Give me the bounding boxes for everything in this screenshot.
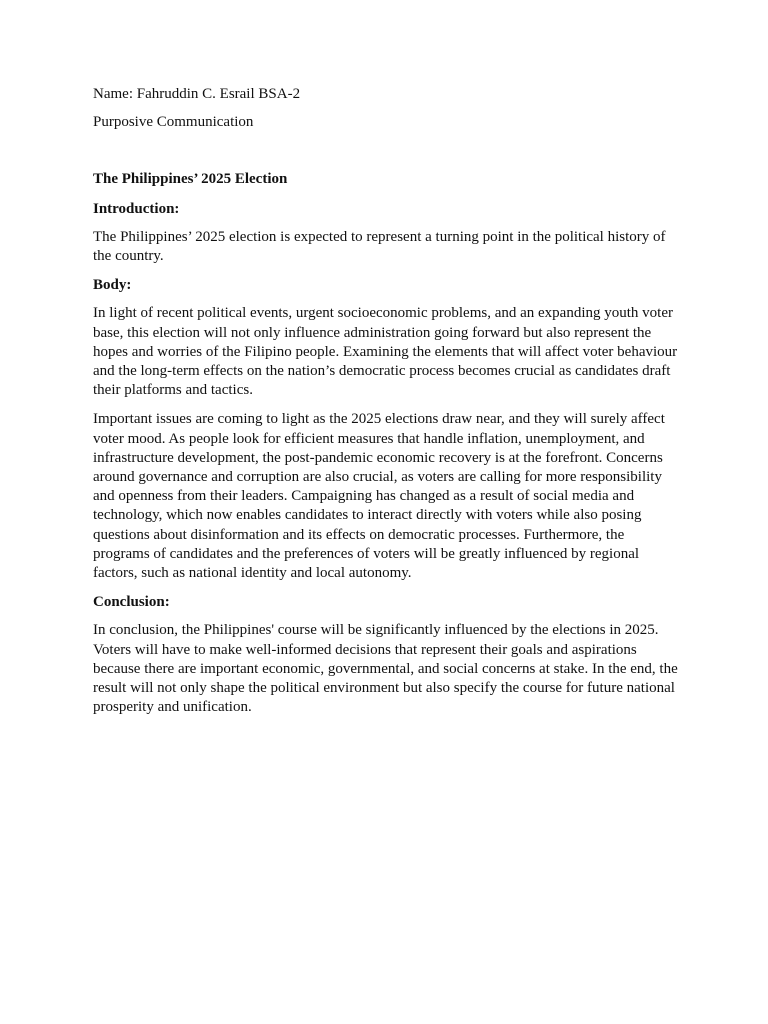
conclusion-paragraph: In conclusion, the Philippines' course will be significantly influenced by the elections in 2025. Voters will have to make well-informed decisions that represent their goals and aspirations because there are important economic, governmental, and social concerns at stake. In the end, the result will not only shape the political environment but also specify the course for future national prosperity and unification.: [93, 622, 678, 716]
course-name: Purposive Communication: [93, 114, 254, 131]
body-paragraph-1: In light of recent political events, urgent socioeconomic problems, and an expanding youth voter base, this election will not only influence administration going forward but also represent the hopes and worries of the Filipino people. Examining the elements that will affect voter behaviour and the long-term effects on the nation’s democratic process becomes crucial as candidates draft their platforms and tactics.: [93, 305, 678, 399]
body-heading: Body:: [93, 277, 132, 294]
document-title: The Philippines’ 2025 Election: [93, 171, 288, 188]
introduction-heading: Introduction:: [93, 200, 180, 217]
body-paragraph-2: Important issues are coming to light as the 2025 elections draw near, and they will surely affect voter mood. As people look for efficient measures that handle inflation, unemployment, and infrastructure development, the post-pandemic economic recovery is at the forefront. Concerns around governance and corruption are also crucial, as voters are calling for more responsibility and openness from their leaders. Campaigning has changed as a result of social media and technology, which now enables candidates to interact directly with voters while also posing questions about disinformation and its effects on democratic processes. Furthermore, the programs of candidates and the preferences of voters will be greatly influenced by regional factors, such as national identity and local autonomy.: [93, 411, 665, 582]
student-name-line: Name: Fahruddin C. Esrail BSA-2: [93, 86, 301, 102]
introduction-paragraph: The Philippines’ 2025 election is expected to represent a turning point in the political history of the country.: [93, 228, 666, 265]
document-page: [93, 85, 678, 727]
conclusion-heading: Conclusion:: [93, 594, 170, 611]
